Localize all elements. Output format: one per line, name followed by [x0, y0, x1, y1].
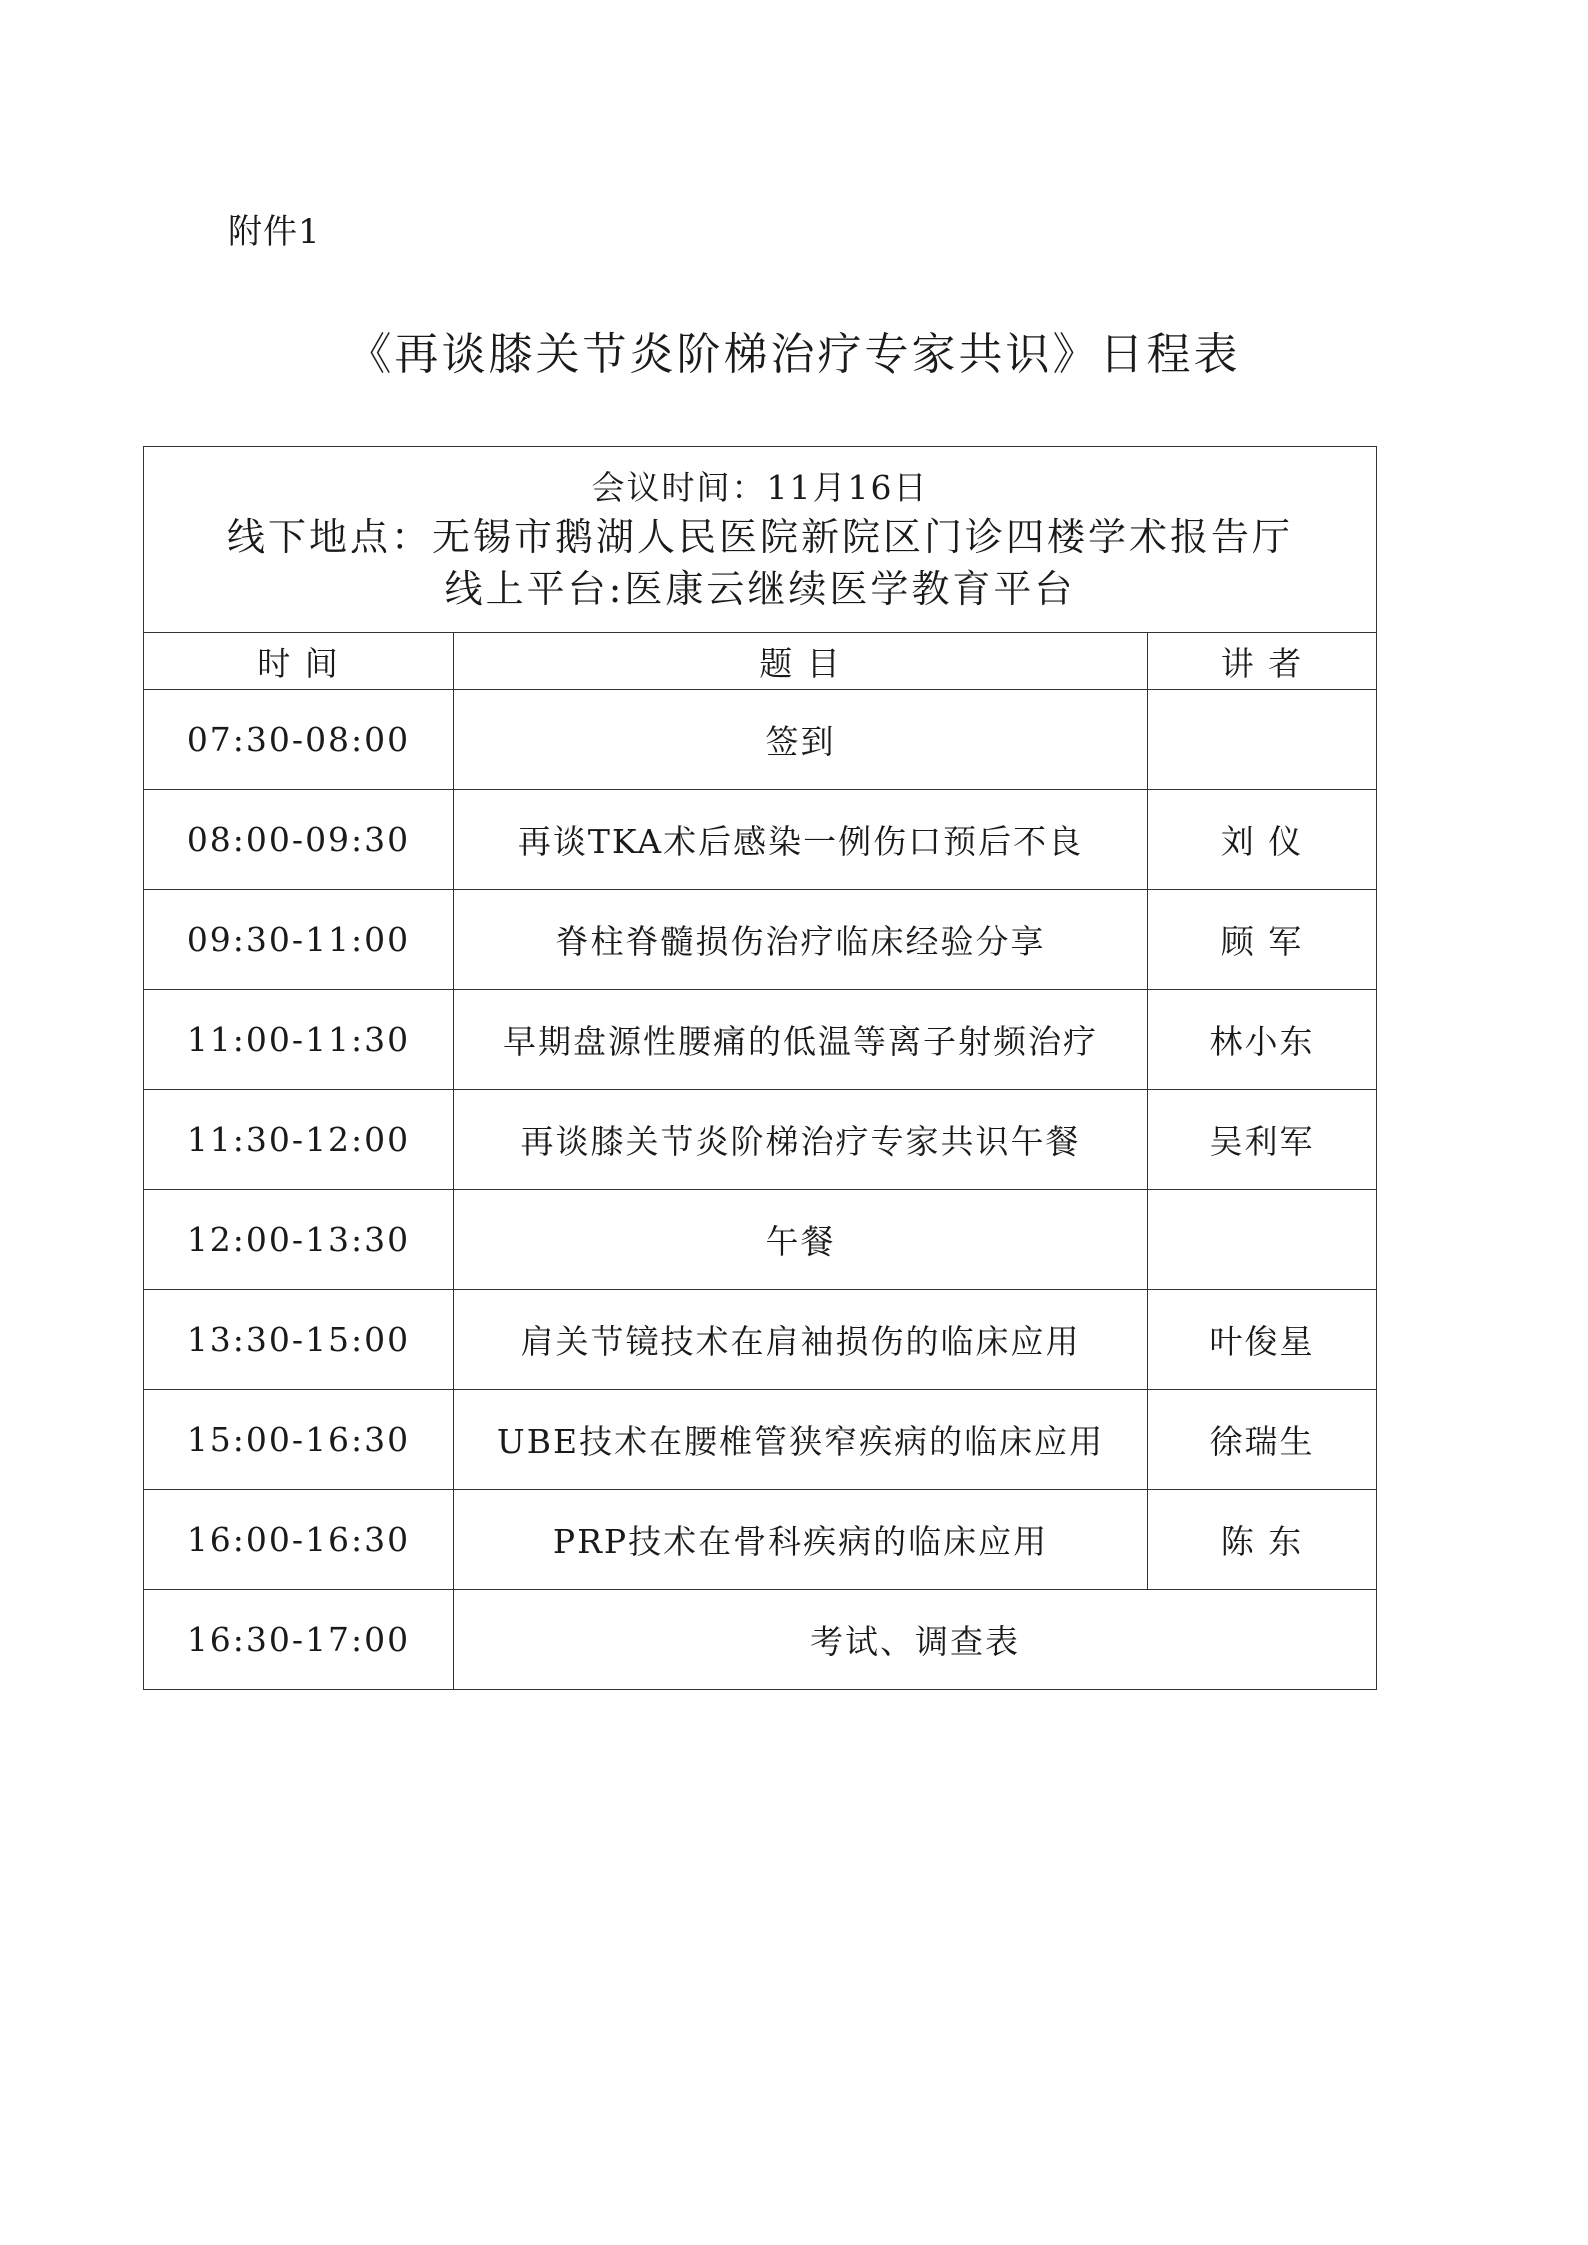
table-row [144, 1290, 1377, 1390]
row-time: 12:00-13:30 [144, 1190, 454, 1290]
row-time: 15:00-16:30 [144, 1390, 454, 1490]
row-topic: 午餐 [454, 1190, 1148, 1290]
row-topic: 再谈TKA术后感染一例伤口预后不良 [454, 790, 1148, 890]
row-time: 08:00-09:30 [144, 790, 454, 890]
table-row [144, 790, 1377, 890]
row-time: 11:00-11:30 [144, 990, 454, 1090]
row-topic: 脊柱脊髓损伤治疗临床经验分享 [454, 890, 1148, 990]
offline-location: 线下地点：无锡市鹅湖人民医院新院区门诊四楼学术报告厅 [226, 515, 1293, 559]
document-title: 《再谈膝关节炎阶梯治疗专家共识》日程表 [347, 329, 1241, 380]
row-time: 16:00-16:30 [144, 1490, 454, 1590]
row-topic: 早期盘源性腰痛的低温等离子射频治疗 [454, 990, 1148, 1090]
row-speaker: 刘 仪 [1148, 790, 1377, 890]
row-speaker: 徐瑞生 [1148, 1390, 1377, 1490]
row-topic: 再谈膝关节炎阶梯治疗专家共识午餐 [454, 1090, 1148, 1190]
table-row [144, 1090, 1377, 1190]
table-row [144, 690, 1377, 790]
table-row [144, 1190, 1377, 1290]
final-row-time: 16:30-17:00 [144, 1590, 454, 1690]
row-speaker: 顾 军 [1148, 890, 1377, 990]
online-platform: 线上平台:医康云继续医学教育平台 [444, 567, 1076, 611]
header-speaker: 讲 者 [1148, 633, 1377, 690]
header-time: 时 间 [144, 633, 454, 690]
row-topic: PRP技术在骨科疾病的临床应用 [454, 1490, 1148, 1590]
header-topic: 题 目 [454, 633, 1148, 690]
attachment-label: 附件1 [228, 212, 321, 252]
final-row-topic: 考试、调查表 [454, 1590, 1377, 1690]
row-topic: 肩关节镜技术在肩袖损伤的临床应用 [454, 1290, 1148, 1390]
table-row [144, 890, 1377, 990]
table-row-final [144, 1590, 1377, 1690]
row-time: 07:30-08:00 [144, 690, 454, 790]
meeting-info-cell [144, 447, 1377, 633]
row-speaker: 陈 东 [1148, 1490, 1377, 1590]
table-row [144, 1490, 1377, 1590]
row-time: 09:30-11:00 [144, 890, 454, 990]
row-time: 13:30-15:00 [144, 1290, 454, 1390]
row-topic: UBE技术在腰椎管狭窄疾病的临床应用 [454, 1390, 1148, 1490]
row-time: 11:30-12:00 [144, 1090, 454, 1190]
table-row [144, 990, 1377, 1090]
schedule-table [143, 446, 1377, 1690]
row-speaker: 叶俊星 [1148, 1290, 1377, 1390]
row-speaker: 林小东 [1148, 990, 1377, 1090]
row-speaker [1148, 1190, 1377, 1290]
row-speaker: 吴利军 [1148, 1090, 1377, 1190]
meeting-time: 会议时间：11月16日 [591, 468, 929, 507]
row-speaker [1148, 690, 1377, 790]
meeting-info-row [144, 447, 1377, 633]
table-header-row [144, 633, 1377, 690]
row-topic: 签到 [454, 690, 1148, 790]
table-row [144, 1390, 1377, 1490]
